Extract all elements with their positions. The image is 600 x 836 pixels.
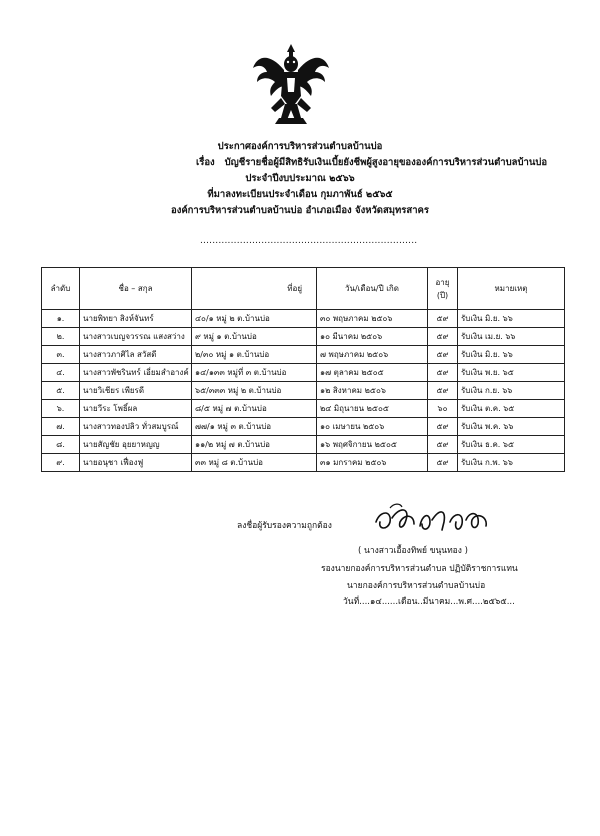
col-header-no: ลำดับ [42,268,80,310]
row-dob: ๑๐ มีนาคม ๒๕๐๖ [317,328,428,346]
row-address: ๗๗/๑ หมู่ ๓ ต.บ้านบ่อ [192,418,317,436]
registration-month: ที่มาลงทะเบียนประจำเดือน กุมภาพันธ์ ๒๕๖๕ [207,189,393,200]
row-dob: ๑๖ พฤศจิกายน ๒๕๐๕ [317,436,428,454]
row-address: ๒/๓๐ หมู่ ๑ ต.บ้านบ่อ [192,346,317,364]
row-age: ๕๙ [428,436,458,454]
row-address: ๔๐/๑ หมู่ ๒ ต.บ้านบ่อ [192,310,317,328]
handwritten-signature [370,500,500,540]
table-row [42,364,565,382]
signer-position-2: นายกองค์การบริหารส่วนตำบลบ้านบ่อ [347,581,486,591]
row-dob: ๓๐ พฤษภาคม ๒๕๐๖ [317,310,428,328]
row-no: ๕. [42,382,80,400]
row-no: ๔. [42,364,80,382]
row-no: ๖. [42,400,80,418]
signer-name: ( นางสาวเอื้องทิพย์ ขนุนทอง ) [358,546,468,556]
row-note: รับเงิน ก.ย. ๖๖ [458,382,565,400]
row-note: รับเงิน มิ.ย. ๖๖ [458,310,565,328]
table-row [42,454,565,472]
table-row [42,382,565,400]
row-note: รับเงิน เม.ย. ๖๖ [458,328,565,346]
row-name: นางสาวทองปลิว ทั่วสมบูรณ์ [80,418,192,436]
row-note: รับเงิน พ.ย. ๖๕ [458,364,565,382]
signer-position-1: รองนายกองค์การบริหารส่วนตำบล ปฏิบัติราชการแทน [321,564,518,574]
row-address: ๘/๕ หมู่ ๗ ต.บ้านบ่อ [192,400,317,418]
row-age: ๕๙ [428,310,458,328]
row-name: นางสาวเบญจวรรณ แสงสว่าง [80,328,192,346]
row-age: ๖๐ [428,400,458,418]
row-dob: ๑๐ เมษายน ๒๕๐๖ [317,418,428,436]
announcement-subject [196,155,547,170]
announcement-date: วันที่....๑๔......เดือน..มีนาคม...พ.ศ....๒๕๖๕... [343,597,515,607]
col-header-address: ที่อยู่ [192,268,317,310]
row-note: รับเงิน ต.ค. ๖๕ [458,400,565,418]
beneficiary-table [41,267,565,472]
organization-line: องค์การบริหารส่วนตำบลบ้านบ่อ อำเภอเมือง จังหวัดสมุทรสาคร [170,205,429,216]
fiscal-year: ประจำปีงบประมาณ ๒๕๖๖ [245,173,355,184]
table-row [42,400,565,418]
table-row [42,418,565,436]
row-note: รับเงิน พ.ค. ๖๖ [458,418,565,436]
row-age: ๕๙ [428,418,458,436]
col-header-note: หมายเหตุ [458,268,565,310]
row-name: นางสาวพัชรินทร์ เอี่ยมสำอางค์ [80,364,192,382]
row-age: ๕๙ [428,454,458,472]
table-row [42,328,565,346]
row-age: ๕๙ [428,328,458,346]
row-address: ๑๔/๑๓๓ หมู่ที่ ๓ ต.บ้านบ่อ [192,364,317,382]
row-name: นายอนุชา เฟื่องฟู [80,454,192,472]
row-no: ๒. [42,328,80,346]
table-row [42,310,565,328]
row-age: ๕๙ [428,382,458,400]
subject-prefix: เรื่อง [196,157,215,168]
certify-label: ลงชื่อผู้รับรองความถูกต้อง [237,521,332,531]
row-name: นายวีระ โพธิ์ผล [80,400,192,418]
row-address: ๖๕/๓๓๓ หมู่ ๒ ต.บ้านบ่อ [192,382,317,400]
col-header-dob: วัน/เดือน/ปี เกิด [317,268,428,310]
col-header-name: ชื่อ – สกุล [80,268,192,310]
row-no: ๘. [42,436,80,454]
row-dob: ๑๒ สิงหาคม ๒๕๐๖ [317,382,428,400]
garuda-emblem-icon [251,42,331,126]
row-name: นายพิทยา สิงห์จันทร์ [80,310,192,328]
row-no: ๓. [42,346,80,364]
subject-text: บัญชีรายชื่อผู้มีสิทธิรับเงินเบี้ยยังชีพผู้สูงอายุขององค์การบริหารส่วนตำบลบ้านบ่อ [224,157,548,168]
table-row [42,436,565,454]
row-age: ๕๙ [428,364,458,382]
row-name: นางสาวภาศิไล สวัสดี [80,346,192,364]
row-age: ๕๙ [428,346,458,364]
row-dob: ๓๑ มกราคม ๒๕๐๖ [317,454,428,472]
col-header-age: อายุ (ปี) [428,268,458,310]
row-name: นายสัญชัย อุยยาหญญ [80,436,192,454]
row-dob: ๑๗ ตุลาคม ๒๕๐๕ [317,364,428,382]
row-name: นายวิเชียร เพียรดี [80,382,192,400]
separator-dots: ....................................................................... [200,236,418,246]
row-address: ๓๓ หมู่ ๘ ต.บ้านบ่อ [192,454,317,472]
row-no: ๑. [42,310,80,328]
row-note: รับเงิน ก.พ. ๖๖ [458,454,565,472]
row-dob: ๗ พฤษภาคม ๒๕๐๖ [317,346,428,364]
announcement-title: ประกาศองค์การบริหารส่วนตำบลบ้านบ่อ [217,141,383,152]
row-address: ๑๑/๒ หมู่ ๗ ต.บ้านบ่อ [192,436,317,454]
table-row [42,346,565,364]
row-dob: ๒๔ มิถุนายน ๒๕๐๕ [317,400,428,418]
table-header-row [42,268,565,310]
row-note: รับเงิน ธ.ค. ๖๕ [458,436,565,454]
row-note: รับเงิน มิ.ย. ๖๖ [458,346,565,364]
row-no: ๗. [42,418,80,436]
row-address: ๙ หมู่ ๑ ต.บ้านบ่อ [192,328,317,346]
row-no: ๙. [42,454,80,472]
